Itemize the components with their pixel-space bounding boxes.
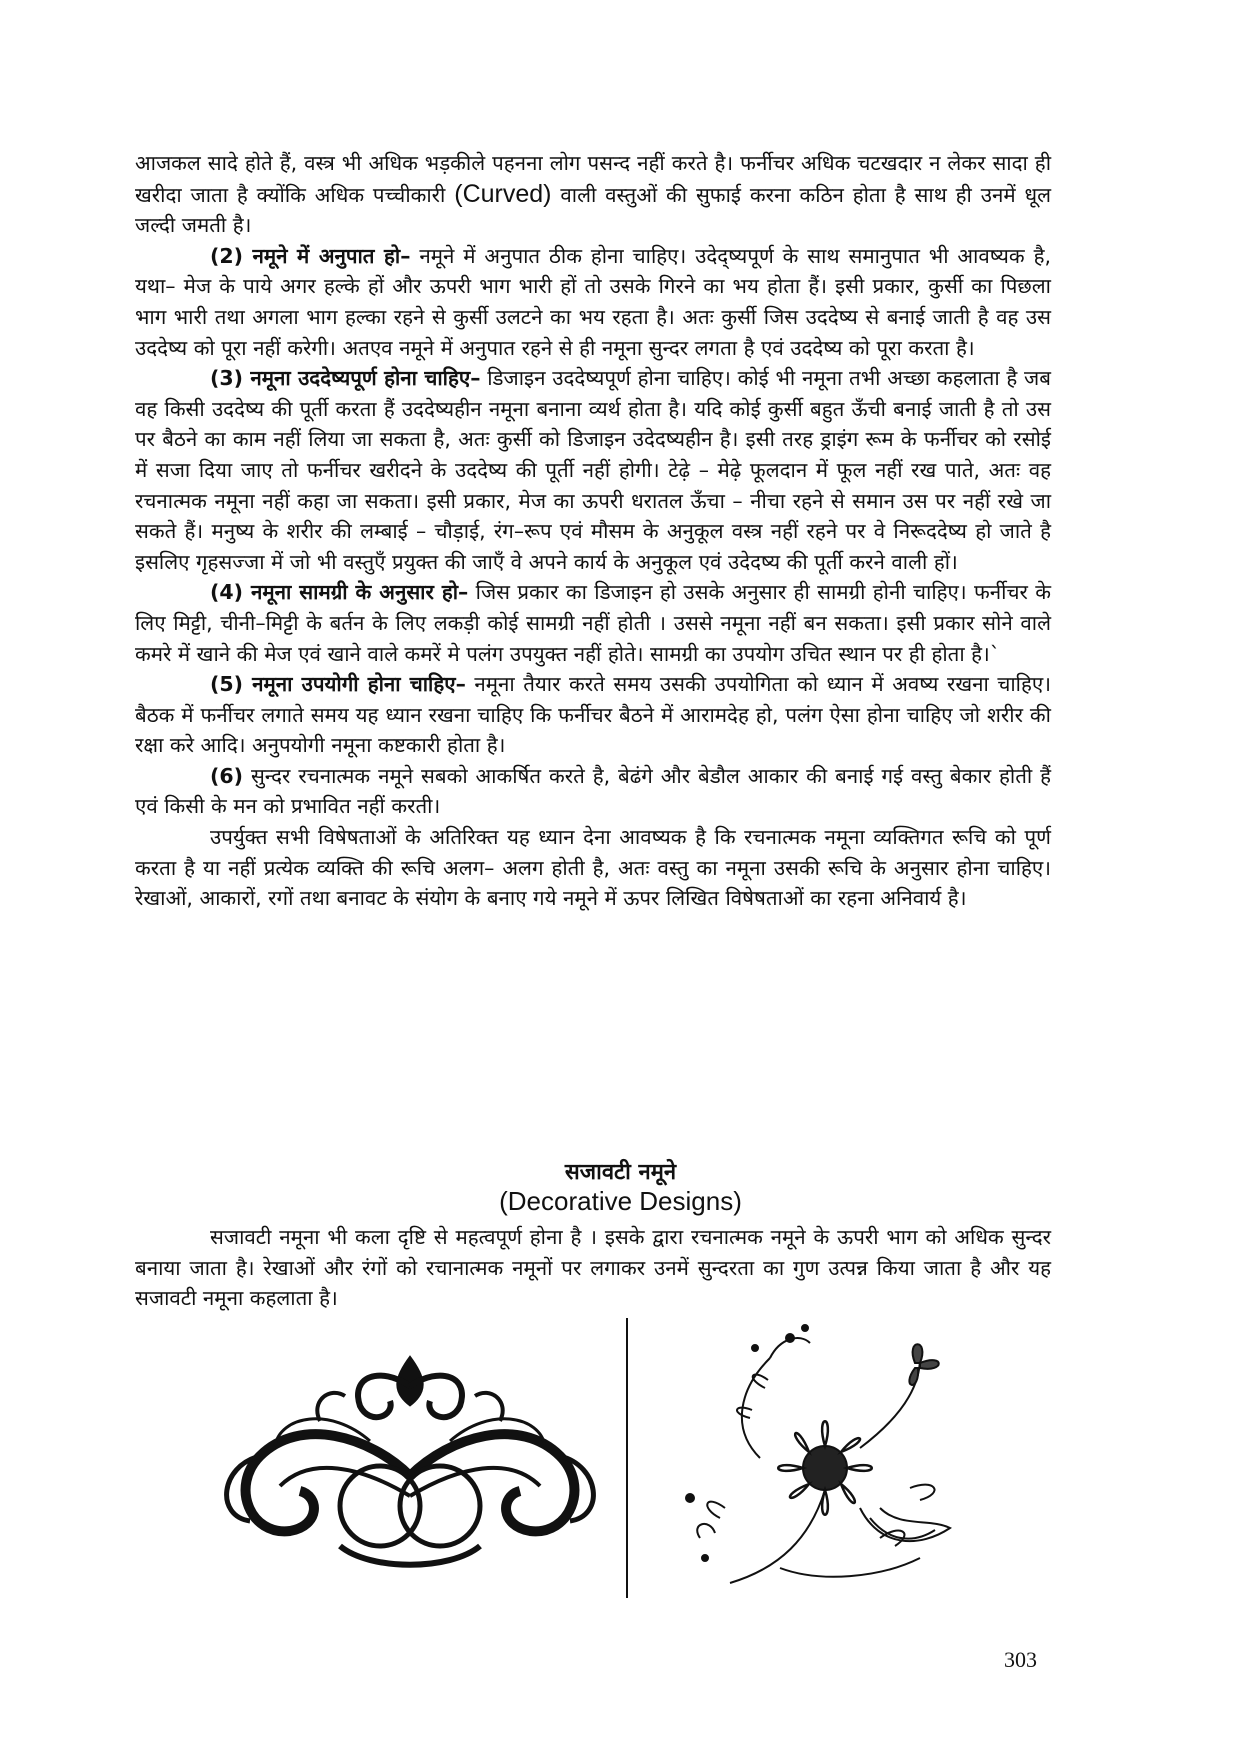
paragraph-purpose — [135, 363, 1051, 577]
paragraph-summary — [135, 822, 1051, 914]
paragraph-text: आजकल सादे होते हैं, वस्त्र भी अधिक भड़कीले पहनना लोग पसन्द नहीं करते है। फर्नीचर अधिक चटखदार न लेकर सादा ही खरीदा जाता है क्योंकि अधिक पच्चीकारी — [135, 151, 1051, 207]
paragraph-text: नमूना तैयार करते समय उसकी उपयोगिता को ध्यान में अवष्य रखना चाहिए। बैठक में फर्नीचर लगाते समय यह ध्यान रखना चाहिए कि फर्नीचर बैठने में आरामदेह हो, पलंग ऐसा होना चाहिए जो शरीर की रक्षा करे आदि। अनुपयोगी नमूना कष्टकारी होता है। — [135, 672, 1051, 758]
section-subtitle: (Decorative Designs) — [499, 1186, 742, 1216]
paragraph-text: डिजाइन उददेष्यपूर्ण होना चाहिए। कोई भी नमूना तभी अच्छा कहलाता है जब वह किसी उददेष्य की पूर्ती करता हैं उददेष्यहीन नमूना बनाना व्यर्थ होता है। यदि कोई कुर्सी बहुत ऊँची बनाई जाती है तो उस पर बैठने का काम नहीं लिया जा सकता है, अतः कुर्सी को डिजाइन उदेदष्यहीन है। इसी तरह ड्राइंग रूम के फर्नीचर को रसोई में सजा दिया जाए तो फर्नीचर खरीदने के उददेष्य की पूर्ती नहीं होगी। टेढ़े – मेढ़े फूलदान में फूल नहीं रख पाते, अतः वह रचनात्मक नमूना नहीं कहा जा सकता। इसी प्रकार, मेज का ऊपरी धरातल ऊँचा – नीचा रहने से समान उस पर नहीं रखे जा सकते हैं। मनुष्य के शरीर की लम्बाई – चौड़ाई, रंग–रूप एवं मौसम के अनुकूल वस्त्र नहीं रहने पर वे निरूददेष्य हो जाते है इसलिए गृहसज्जा में जो भी वस्तुएँ प्रयुक्त की जाएँ वे अपने कार्य के अनुकूल एवं उदेदष्य की पूर्ती करने वाली हों। — [135, 366, 1051, 574]
point-heading: (2) नमूने में अनुपात हो– — [210, 243, 411, 268]
paragraph-text: वाली वस्तुओं की सुफाई करना कठिन होता है साथ ही उनमें धूल जल्दी जमती है। — [135, 182, 1051, 238]
page-number: 303 — [1004, 1647, 1037, 1672]
point-heading: (6) — [210, 763, 244, 788]
point-heading: (4) नमूना सामग्री के अनुसार हो– — [210, 580, 469, 605]
paragraph-utility — [135, 669, 1051, 761]
paragraph-text: जिस प्रकार का डिजाइन हो उसके अनुसार ही सामग्री होनी चाहिए। फर्नीचर के लिए मिट्टी, चीनी–मिट्टी के बर्तन के लिए लकड़ी कोई सामग्री नहीं होती । उससे नमूना नहीं बन सकता। इसी प्रकार सोने वाले कमरे में खाने की मेज एवं खाने वाले कमरें मे पलंग उपयुक्त नहीं होते। सामग्री का उपयोग उचित स्थान पर ही होता है।` — [135, 580, 1051, 666]
section-text — [135, 1222, 1051, 1314]
figure-divider — [626, 1318, 628, 1598]
ornamental-scroll-icon — [220, 1346, 600, 1576]
main-text — [135, 148, 1051, 914]
paragraph-text: नमूने में अनुपात ठीक होना चाहिए। उदेद्ष्यपूर्ण के साथ समानुपात भी आवष्यक है, यथा– मेज के पाये अगर हल्के हों और ऊपरी भाग भारी हों तो उसके गिरने का भय होता हैं। इसी प्रकार, कुर्सी का पिछला भाग भारी तथा अगला भाग हल्का रहने से कुर्सी उलटने का भय रहता है। अतः कुर्सी जिस उददेष्य से बनाई जाती है वह उस उददेष्य को पूरा नहीं करेगी। अतएव नमूने में अनुपात रहने से ही नमूना सुन्दर लगता है एवं उददेष्य को पूरा करता है। — [135, 243, 1051, 360]
paragraph-beauty — [135, 761, 1051, 822]
paragraph-material — [135, 577, 1051, 669]
paragraph-text: उपर्युक्त सभी विषेषताओं के अतिरिक्त यह ध्यान देना आवष्यक है कि रचनात्मक नमूना व्यक्तिगत रूचि को पूर्ण करता है या नहीं प्रत्येक व्यक्ति की रूचि अलग– अलग होती है, अतः वस्तु का नमूना उसकी रूचि के अनुसार होना चाहिए। रेखाओं, आकारों, रगों तथा बनावट के संयोग के बनाए गये नमूने में ऊपर लिखित विषेषताओं का रहना अनिवार्य है। — [135, 825, 1051, 911]
point-heading: (3) नमूना उददेष्यपूर्ण होना चाहिए– — [210, 366, 481, 391]
paragraph-proportion — [135, 241, 1051, 363]
paragraph-decorative — [135, 1222, 1051, 1314]
paragraph-text: सुन्दर रचनात्मक नमूने सबको आकर्षित करते है, बेढंगे और बेडौल आकार की बनाई गई वस्तु बेकार होती हैं एवं किसी के मन को प्रभावित नहीं करती। — [135, 763, 1051, 819]
decorative-figures — [200, 1318, 1080, 1603]
paragraph-intro — [135, 148, 1051, 241]
point-heading: (5) नमूना उपयोगी होना चाहिए– — [210, 672, 466, 697]
paragraph-text: सजावटी नमूना भी कला दृष्टि से महत्वपूर्ण होना है । इसके द्वारा रचनात्मक नमूने के ऊपरी भाग को अधिक सुन्दर बनाया जाता है। रेखाओं और रंगों को रचानात्मक नमूनों पर लगाकर उनमें सुन्दरता का गुण उत्पन्न किया जाता है और यह सजावटी नमूना कहलाता है। — [135, 1225, 1051, 1311]
section-title: सजावटी नमूने — [564, 1160, 677, 1185]
floral-sketch-icon — [660, 1318, 1000, 1598]
latin-term: (Curved) — [454, 179, 552, 208]
